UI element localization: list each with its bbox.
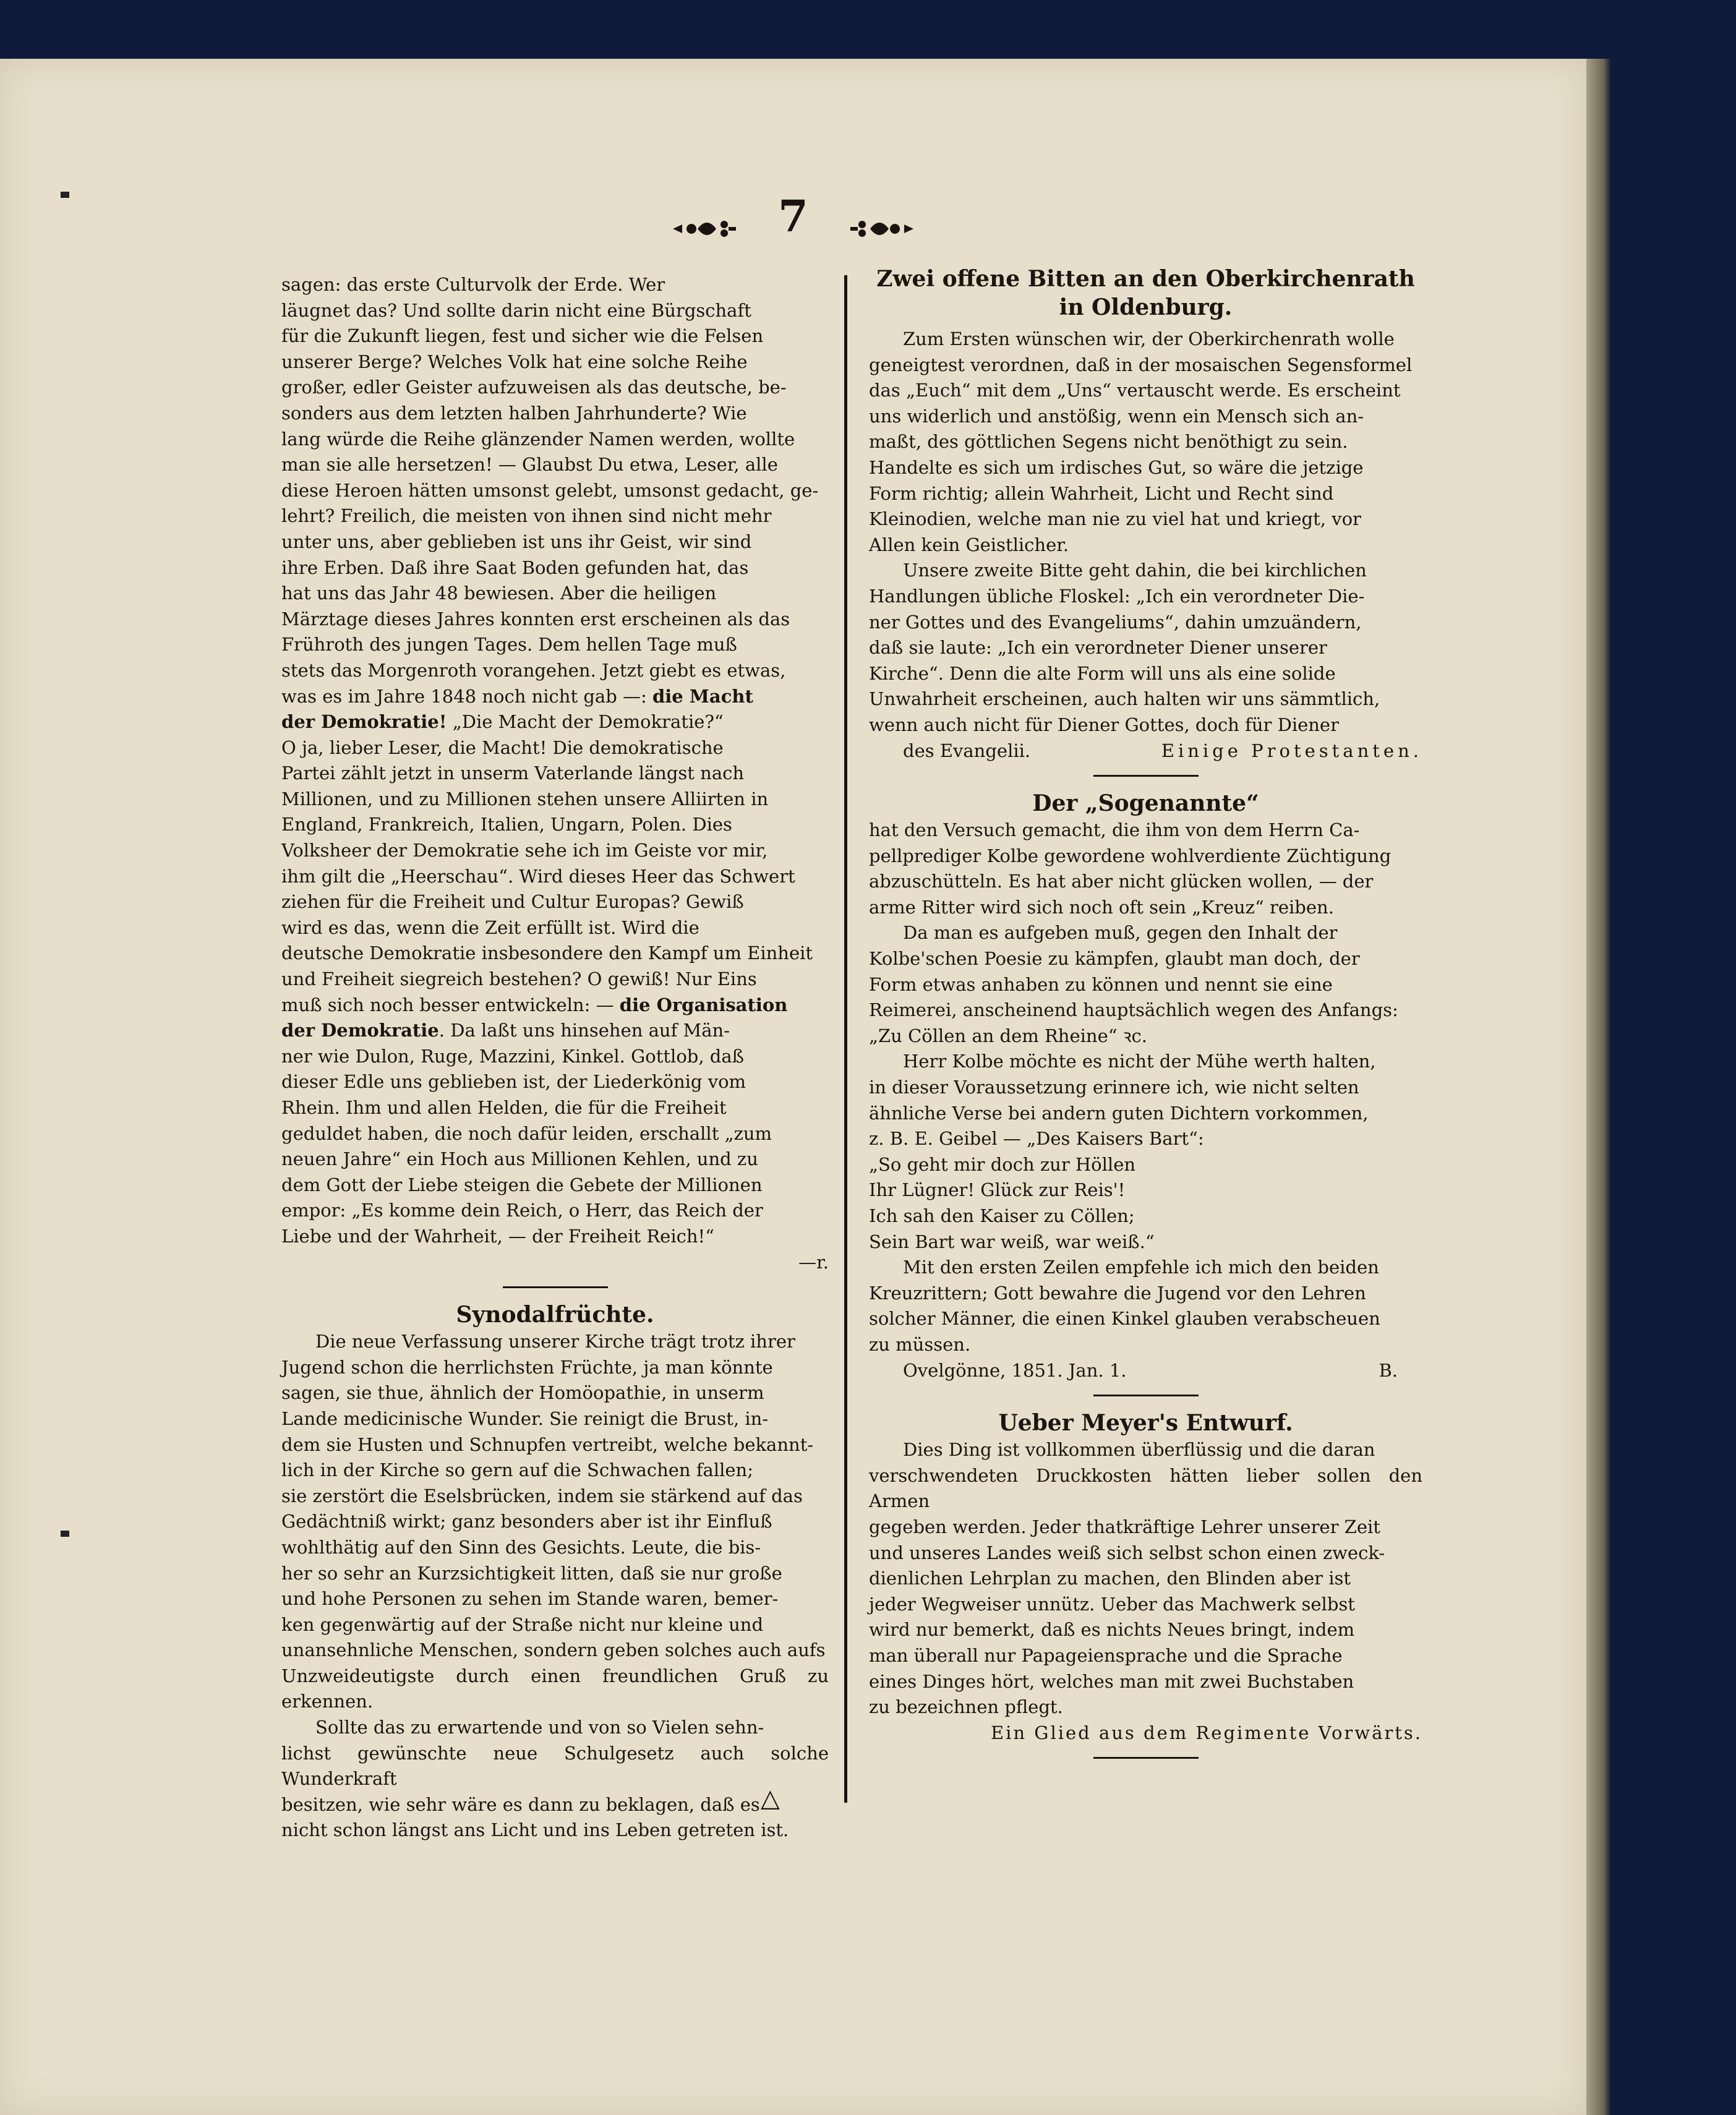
text-line: stets das Morgenroth vorangehen. Jetzt giebt es etwas, — [281, 659, 786, 681]
text-line: zu bezeichnen pflegt. — [869, 1696, 1063, 1718]
page-number: 7 — [778, 190, 808, 242]
text-line: Kreuzrittern; Gott bewahre die Jugend vor den Lehren — [869, 1282, 1366, 1304]
text-line: des Evangelii. Einige Protestanten. — [869, 738, 1422, 764]
section-rule — [503, 1286, 608, 1288]
text-line: hat uns das Jahr 48 bewiesen. Aber die heiligen — [281, 583, 717, 604]
text-line: und hohe Personen zu sehen im Stande waren, bemer- — [281, 1588, 779, 1610]
text-line: für die Zukunft liegen, fest und sicher wie die Felsen — [281, 325, 764, 347]
page-edge — [1586, 59, 1611, 2115]
text-line: großer, edler Geister aufzuweisen als das deutsche, be- — [281, 377, 787, 398]
text-line: Dies Ding ist vollkommen überflüssig und die daran — [903, 1439, 1375, 1461]
text-line: daß sie laute: „Ich ein verordneter Diener unserer — [869, 637, 1327, 659]
page-header — [0, 192, 1586, 241]
article-title: Der „Sogenannte“ — [1032, 790, 1259, 817]
article-signature: B. — [1379, 1359, 1398, 1381]
article-title: Ueber Meyer's Entwurf. — [998, 1410, 1293, 1437]
text-line: muß sich noch besser entwickeln: — die Organisation — [281, 994, 788, 1015]
text-line: besitzen, wie sehr wäre es dann zu beklagen, daß es — [281, 1793, 760, 1815]
text-line: wenn auch nicht für Diener Gottes, doch für Diener — [869, 714, 1339, 735]
text-line: was es im Jahre 1848 noch nicht gab —: die Macht — [281, 685, 753, 707]
text-line: sie zerstört die Eselsbrücken, indem sie stärkend auf das — [281, 1485, 803, 1506]
text-line: her so sehr an Kurzsichtigkeit litten, daß sie nur große — [281, 1562, 782, 1584]
text-line: Rhein. Ihm und allen Helden, die für die Freiheit — [281, 1097, 727, 1118]
text-line: Handelte es sich um irdisches Gut, so wäre die jetzige — [869, 456, 1364, 478]
text-line: Liebe und der Wahrheit, — der Freiheit Reich!“ — [281, 1225, 715, 1247]
poem-line: Ich sah den Kaiser zu Cöllen; — [869, 1205, 1135, 1226]
text-line: Kirche“. Denn die alte Form will uns als eine solide — [869, 662, 1336, 684]
text-line: Kleinodien, welche man nie zu viel hat und kriegt, vor — [869, 508, 1361, 530]
text-line: ihm gilt die „Heerschau“. Wird dieses Heer das Schwert — [281, 865, 795, 887]
emphasis: die Macht — [652, 685, 753, 707]
text-line: O ja, lieber Leser, die Macht! Die demokratische — [281, 737, 724, 758]
text-line: sagen, sie thue, ähnlich der Homöopathie, in unserm — [281, 1382, 764, 1404]
quote-line: „Zu Cöllen an dem Rheine“ ꝛc. — [869, 1025, 1147, 1046]
text-line: wohlthätig auf den Sinn des Gesichts. Leute, die bis- — [281, 1536, 761, 1558]
emphasis: der Demokratie — [281, 1020, 439, 1041]
text-line: der Demokratie! „Die Macht der Demokratie?“ — [281, 711, 724, 733]
text-line: Gedächtniß wirkt; ganz besonders aber ist ihr Einfluß — [281, 1511, 772, 1532]
text-line: lehrt? Freilich, die meisten von ihnen sind nicht mehr — [281, 505, 772, 527]
article-title: Zwei offene Bitten an den Oberkirchenrath — [876, 266, 1415, 292]
text-line: deutsche Demokratie insbesondere den Kampf um Einheit — [281, 942, 813, 964]
text-line: lang würde die Reihe glänzender Namen werden, wollte — [281, 428, 795, 450]
text-line: unserer Berge? Welches Volk hat eine solche Reihe — [281, 351, 748, 372]
section-rule — [1093, 1395, 1199, 1396]
text-line: eines Dinges hört, welches man mit zwei Buchstaben — [869, 1670, 1354, 1692]
section-rule — [1093, 775, 1199, 777]
text-line: Unwahrheit erscheinen, auch halten wir uns sämmtlich, — [869, 688, 1380, 710]
text-line: pellprediger Kolbe gewordene wohlverdiente Züchtigung — [869, 845, 1392, 866]
left-column — [281, 272, 829, 1844]
text-line: ken gegenwärtig auf der Straße nicht nur kleine und — [281, 1613, 764, 1635]
poem-line: „So geht mir doch zur Höllen — [869, 1153, 1136, 1175]
triangle-mark-icon: △ — [761, 1784, 780, 1813]
text-line: gegeben werden. Jeder thatkräftige Lehrer unserer Zeit — [869, 1516, 1380, 1537]
text-line: England, Frankreich, Italien, Ungarn, Polen. Dies — [281, 814, 732, 835]
text-line: Frühroth des jungen Tages. Dem hellen Tage muß — [281, 634, 737, 656]
text-line: geduldet haben, die noch dafür leiden, erschallt „zum — [281, 1122, 772, 1144]
article-title: Synodalfrüchte. — [456, 1302, 654, 1328]
text-line: Lande medicinische Wunder. Sie reinigt die Brust, in- — [281, 1408, 769, 1429]
text-line: hat den Versuch gemacht, die ihm von dem Herrn Ca- — [869, 819, 1360, 841]
text-line: Kolbe'schen Poesie zu kämpfen, glaubt man doch, der — [869, 948, 1360, 970]
text-line: Form richtig; allein Wahrheit, Licht und Recht sind — [869, 482, 1334, 504]
text-line: Jugend schon die herrlichsten Früchte, ja man könnte — [281, 1356, 773, 1378]
article-sogenannte — [869, 789, 1422, 1383]
text-line: läugnet das? Und sollte darin nicht eine Bürgschaft — [281, 299, 751, 321]
text-line: das „Euch“ mit dem „Uns“ vertauscht werde. Es erscheint — [869, 380, 1401, 401]
text-line: sagen: das erste Culturvolk der Erde. Wer — [281, 274, 665, 295]
text-line: lich in der Kirche so gern auf die Schwachen fallen; — [281, 1459, 754, 1481]
place-date: Ovelgönne, 1851. Jan. 1. — [903, 1359, 1127, 1381]
text-line: Herr Kolbe möchte es nicht der Mühe werth halten, — [903, 1051, 1376, 1072]
text-line: empor: „Es komme dein Reich, o Herr, das Reich der — [281, 1200, 763, 1221]
text-line: dem sie Husten und Schnupfen vertreibt, welche bekannt- — [281, 1434, 814, 1455]
text-line: Mit den ersten Zeilen empfehle ich mich den beiden — [903, 1257, 1379, 1278]
text-line: maßt, des göttlichen Segens nicht benöthigt zu sein. — [869, 431, 1348, 453]
text-line: Märztage dieses Jahres konnten erst erscheinen als das — [281, 608, 790, 630]
text-line: wird es das, wenn die Zeit erfüllt ist. Wird die — [281, 916, 699, 938]
text-line: Volksheer der Demokratie sehe ich im Geiste vor mir, — [281, 840, 768, 861]
text-line: Handlungen übliche Floskel: „Ich ein verordneter Die- — [869, 585, 1365, 607]
text-line: sonders aus dem letzten halben Jahrhunderte? Wie — [281, 402, 747, 424]
article-democracy — [281, 272, 829, 1275]
text-line — [869, 1358, 1422, 1384]
text-line: z. B. E. Geibel — „Des Kaisers Bart“: — [869, 1128, 1204, 1150]
article-signature: Ein Glied aus dem Regimente Vorwärts. — [990, 1722, 1422, 1743]
text-line: neuen Jahre“ ein Hoch aus Millionen Kehlen, und zu — [281, 1148, 758, 1170]
text-line: arme Ritter wird sich noch oft sein „Kreuz“ reiben. — [869, 896, 1334, 918]
emphasis: die Organisation — [619, 994, 788, 1015]
text-line: jeder Wegweiser unnütz. Ueber das Machwerk selbst — [869, 1593, 1355, 1615]
article-signature: Einige Protestanten. — [1161, 740, 1422, 761]
text-line: und unseres Landes weiß sich selbst schon einen zweck- — [869, 1542, 1385, 1563]
text-line: solcher Männer, die einen Kinkel glauben verabscheuen — [869, 1308, 1380, 1330]
text-line: dieser Edle uns geblieben ist, der Liederkönig vom — [281, 1071, 746, 1093]
ornament-left-icon — [670, 213, 738, 244]
text-line: diese Heroen hätten umsonst gelebt, umsonst gedacht, ge- — [281, 479, 819, 501]
text-line: ner wie Dulon, Ruge, Mazzini, Kinkel. Gottlob, daß — [281, 1045, 745, 1067]
article-signature: —r. — [798, 1251, 829, 1273]
text-line: dem Gott der Liebe steigen die Gebete der Millionen — [281, 1174, 763, 1195]
text-line: wird nur bemerkt, daß es nichts Neues bringt, indem — [869, 1619, 1355, 1641]
text-line: Die neue Verfassung unserer Kirche trägt trotz ihrer — [315, 1331, 795, 1352]
text-line: nicht schon längst ans Licht und ins Leben getreten ist. — [281, 1819, 789, 1841]
text-line: unansehnliche Menschen, sondern geben solches auch aufs — [281, 1639, 826, 1661]
article-synodalfruechte — [281, 1301, 829, 1844]
text-line: Unzweideutigste durch einen freundlichen Gruß zu erkennen. — [281, 1665, 829, 1712]
text-line: abzuschütteln. Es hat aber nicht glücken wollen, — der — [869, 871, 1374, 892]
text-line: dienlichen Lehrplan zu machen, den Blinden aber ist — [869, 1568, 1351, 1589]
section-rule — [1093, 1757, 1199, 1759]
text-line: ähnliche Verse bei andern guten Dichtern vorkommen, — [869, 1102, 1369, 1124]
text-line: Allen kein Geistlicher. — [869, 534, 1069, 555]
text-line: unter uns, aber geblieben ist uns ihr Geist, wir sind — [281, 531, 752, 552]
text-line: man überall nur Papageiensprache und die Sprache — [869, 1644, 1343, 1666]
text-line: der Demokratie. Da laßt uns hinsehen auf Män- — [281, 1020, 730, 1041]
text-line: Form etwas anhaben zu können und nennt sie eine — [869, 973, 1333, 995]
text-line: Sollte das zu erwartende und von so Vielen sehn- — [315, 1717, 764, 1738]
text-line: Zum Ersten wünschen wir, der Oberkirchenrath wolle — [903, 328, 1395, 349]
text-line: in dieser Voraussetzung erinnere ich, wie nicht selten — [869, 1077, 1359, 1098]
text-line: geneigtest verordnen, daß in der mosaischen Segensformel — [869, 354, 1413, 375]
column-divider — [844, 275, 847, 1803]
article-meyer — [869, 1409, 1422, 1746]
ornament-right-icon — [849, 213, 917, 244]
text-line: man sie alle hersetzen! — Glaubst Du etwa, Leser, alle — [281, 454, 778, 476]
text-line: ihre Erben. Daß ihre Saat Boden gefunden hat, das — [281, 557, 749, 578]
text-line: Da man es aufgeben muß, gegen den Inhalt der — [903, 922, 1338, 944]
text-line: Reimerei, anscheinend hauptsächlich wegen des Anfangs: — [869, 999, 1398, 1021]
text-line: zu müssen. — [869, 1333, 971, 1355]
text-line: lichst gewünschte neue Schulgesetz auch solche Wunderkraft — [281, 1742, 829, 1790]
text-line: verschwendeten Druckkosten hätten lieber sollen den Armen — [869, 1464, 1422, 1512]
text-line: Millionen, und zu Millionen stehen unsere Alliirten in — [281, 788, 769, 810]
text-line: Unsere zweite Bitte geht dahin, die bei kirchlichen — [903, 560, 1367, 581]
text-line: und Freiheit siegreich bestehen? O gewiß! Nur Eins — [281, 968, 757, 990]
text-line: Partei zählt jetzt in unserm Vaterlande längst nach — [281, 763, 745, 784]
text-line: ziehen für die Freiheit und Cultur Europas? Gewiß — [281, 891, 744, 913]
right-column — [869, 265, 1422, 1771]
text-line: ner Gottes und des Evangeliums“, dahin umzuändern, — [869, 611, 1362, 633]
poem-line: Sein Bart war weiß, war weiß.“ — [869, 1231, 1155, 1252]
article-title-line2: in Oldenburg. — [1059, 294, 1233, 320]
article-bitten — [869, 265, 1422, 764]
text-line: uns widerlich und anstößig, wenn ein Mensch sich an- — [869, 405, 1364, 427]
poem-line: Ihr Lügner! Glück zur Reis'! — [869, 1179, 1126, 1201]
emphasis: der Demokratie! — [281, 711, 447, 733]
